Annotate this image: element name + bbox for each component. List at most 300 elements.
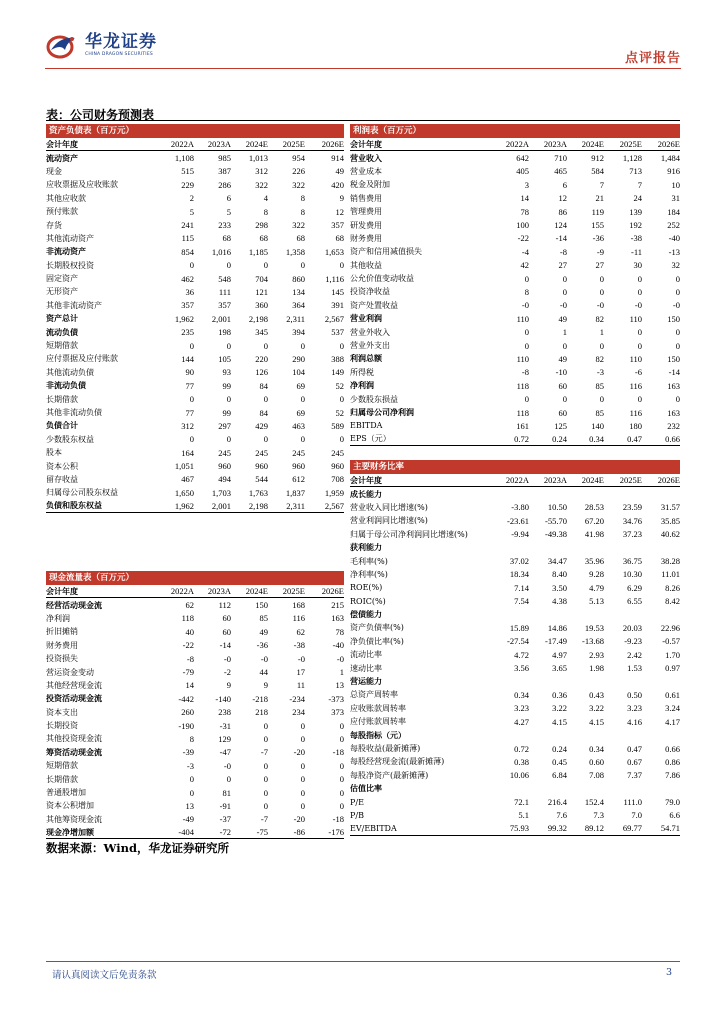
table-row [46,259,344,272]
value-cell: 357 [181,300,194,311]
table-row [350,514,680,527]
value-cell: -6 [634,367,642,378]
table-row [350,809,680,822]
value-cell: 0 [339,394,344,405]
value-cell: 78 [335,626,344,637]
row-label: 归属于母公司净利润同比增速(%) [350,529,468,539]
value-cell: 0 [675,340,680,351]
year-cell: 2022A [170,139,194,150]
value-cell: 41.98 [584,529,604,540]
value-cell: 28.53 [584,502,604,513]
value-cell: 0.38 [514,756,529,767]
value-cell: 0 [339,774,344,785]
table-row [350,715,680,728]
value-cell: 13 [335,680,344,691]
value-cell: -38 [293,640,305,651]
row-label: 留存收益 [46,474,78,484]
value-cell: 0 [637,286,642,297]
value-cell: 854 [181,246,194,257]
value-cell: -9.23 [624,636,642,647]
value-cell: 9.28 [589,569,604,580]
value-cell: 49 [558,313,567,324]
value-cell: 11 [296,680,305,691]
row-label: EPS（元） [350,434,391,444]
year-cell: 2026E [321,139,344,150]
value-cell: 297 [218,420,231,431]
table-row [350,608,680,621]
value-cell: 62 [296,626,305,637]
value-cell: 161 [516,420,529,431]
value-cell: 111 [218,286,231,297]
value-cell: 1,837 [285,487,305,498]
value-cell: 860 [292,273,305,284]
value-cell: 20.03 [622,622,642,633]
value-cell: 152.4 [584,797,604,808]
year-cell: 2024E [581,139,604,150]
year-cell: 2022A [170,586,194,597]
row-label: 应付票据及应付账款 [46,354,118,364]
income-statement-table [350,124,680,446]
value-cell: 84 [259,380,268,391]
table-row [46,473,344,486]
year-cell: 2025E [619,475,642,486]
row-label: 成长能力 [350,488,382,499]
value-cell: 7.08 [589,770,604,781]
row-label: 短期借款 [46,341,78,351]
value-cell: 5.13 [589,596,604,607]
value-cell: 68 [335,233,344,244]
value-cell: 8 [524,286,529,297]
value-cell: 7.54 [514,596,529,607]
value-cell: 126 [255,367,268,378]
value-cell: 99.32 [547,823,567,834]
value-cell: 916 [667,166,680,177]
value-cell: -10 [555,367,567,378]
row-label: 其他筹资现金流 [46,814,102,824]
table-row [46,285,344,298]
row-label: 营业外支出 [350,341,390,351]
value-cell: 364 [292,300,305,311]
value-cell: 0 [263,787,268,798]
value-cell: 388 [331,353,344,364]
table-row [46,406,344,419]
value-cell: -0 [559,300,567,311]
value-cell: -17.49 [545,636,567,647]
table-row [46,433,344,446]
table-row [46,732,344,745]
year-header-row [350,138,680,151]
value-cell: 312 [181,420,194,431]
value-cell: 312 [255,166,268,177]
value-cell: 462 [181,273,194,284]
table-row [46,746,344,759]
value-cell: 954 [292,153,305,164]
value-cell: -0 [223,653,231,664]
table-row [350,392,680,405]
value-cell: 0.24 [552,743,567,754]
value-cell: 116 [629,380,642,391]
row-label: 利润总额 [350,353,382,364]
row-label: 普通股增加 [46,788,86,798]
table-row [350,232,680,245]
row-label: 现金净增加额 [46,826,94,837]
table-row [46,339,344,352]
value-cell: 2,001 [211,500,231,511]
value-cell: 960 [331,461,344,472]
value-cell: 1,962 [174,500,194,511]
value-cell: 13 [185,800,194,811]
value-cell: 0.66 [665,743,680,754]
value-cell: 0 [339,800,344,811]
table-row [46,299,344,312]
table-heading: 利润表（百万元） [350,124,680,138]
row-label: 流动比率 [350,650,382,660]
table-row [350,151,680,164]
row-label: 负债和股东权益 [46,500,102,511]
value-cell: 100 [516,220,529,231]
row-label: 应付账款周转率 [350,717,406,727]
value-cell: 0 [675,394,680,405]
value-cell: 85 [259,613,268,624]
value-cell: 134 [292,286,305,297]
table-row [350,501,680,514]
table-row [350,635,680,648]
table-row [350,433,680,446]
value-cell: 0 [339,733,344,744]
value-cell: 0 [226,774,231,785]
row-label: 净利润 [46,613,70,623]
table-row [350,285,680,298]
value-cell: 515 [181,166,194,177]
value-cell: 960 [255,461,268,472]
table-row [350,568,680,581]
value-cell: -8 [186,653,194,664]
value-cell: 0.61 [665,689,680,700]
year-cell: 2025E [282,586,305,597]
value-cell: -0 [672,300,680,311]
value-cell: 394 [292,327,305,338]
row-label: 少数股东权益 [46,434,94,444]
value-cell: 35.85 [660,515,680,526]
value-cell: 119 [591,206,604,217]
value-cell: 3.24 [665,703,680,714]
value-cell: 0 [599,394,604,405]
disclaimer-note: 请认真阅读文后免责条款 [52,970,157,981]
row-label: 流动负债 [46,326,78,337]
table-row [46,706,344,719]
data-source: 数据来源：Wind，华龙证券研究所 [46,841,229,855]
value-cell: 4.17 [665,716,680,727]
table-row [350,299,680,312]
value-cell: 3.65 [552,663,567,674]
value-cell: 0 [263,774,268,785]
value-cell: -36 [592,233,604,244]
value-cell: 90 [185,367,194,378]
value-cell: 0 [562,340,567,351]
value-cell: 12 [558,193,567,204]
value-cell: 49 [259,626,268,637]
value-cell: 387 [218,166,231,177]
value-cell: 0 [562,273,567,284]
report-type: 点评报告 [624,51,681,66]
year-cell: 2026E [657,139,680,150]
row-label: P/B [350,810,364,820]
value-cell: -14 [555,233,567,244]
value-cell: 4.38 [552,596,567,607]
value-cell: 494 [218,474,231,485]
table-row [350,541,680,554]
row-label: 归属母公司股东权益 [46,488,118,498]
table-row [46,272,344,285]
value-cell: -3 [596,367,604,378]
row-label: 每股指标（元） [350,729,406,740]
page-number: 3 [665,967,672,978]
value-cell: -13.68 [582,636,604,647]
value-cell: 38.28 [660,556,680,567]
value-cell: 105 [218,353,231,364]
table-row [46,652,344,665]
table-row [350,312,680,325]
value-cell: 116 [629,407,642,418]
value-cell: 1 [339,667,344,678]
value-cell: 0.67 [627,756,642,767]
table-row [350,755,680,768]
value-cell: 0 [300,787,305,798]
value-cell: 357 [331,220,344,231]
row-label: 每股收益(最新摊薄) [350,744,421,753]
value-cell: 8 [189,733,194,744]
value-cell: 14 [185,680,194,691]
value-cell: 0 [263,340,268,351]
value-cell: 11.01 [661,569,680,580]
value-cell: -27.54 [507,636,529,647]
value-cell: 12 [335,206,344,217]
value-cell: 245 [292,447,305,458]
row-label: 经营活动现金流 [46,599,102,610]
value-cell: 0 [339,720,344,731]
value-cell: 82 [595,313,604,324]
value-cell: 8 [300,193,305,204]
value-cell: 72.1 [514,797,529,808]
table-row [350,822,680,835]
value-cell: 6.84 [552,770,567,781]
row-label: 应收账款周转率 [350,703,406,713]
table-row [46,598,344,611]
value-cell: 104 [292,367,305,378]
value-cell: 150 [667,353,680,364]
value-cell: 15.89 [509,622,529,633]
value-cell: 69.77 [622,823,642,834]
value-cell: 7.37 [627,770,642,781]
value-cell: 0.36 [552,689,567,700]
table-row [46,639,344,652]
row-label: 公允价值变动收益 [350,274,414,284]
row-label: 其他非流动负债 [46,408,102,417]
value-cell: -0 [260,653,268,664]
value-cell: 110 [629,313,642,324]
row-label: 其他流动资产 [46,233,94,243]
value-cell: 252 [667,220,680,231]
row-label: 资本公积增加 [46,801,94,811]
value-cell: -0 [336,653,344,664]
value-cell: 150 [255,600,268,611]
row-label: 每股经营现金流(最新摊薄) [350,757,445,767]
row-label: 净利率(%) [350,569,388,579]
table-row [350,795,680,808]
value-cell: 37.23 [622,529,642,540]
value-cell: 14.86 [547,622,567,633]
value-cell: 0.97 [665,663,680,674]
value-cell: 0.34 [589,743,604,754]
value-cell: 42 [520,260,529,271]
value-cell: 34.76 [622,515,642,526]
row-label: 投资净收益 [350,287,390,297]
row-label: EBITDA [350,421,383,431]
value-cell: 0 [637,327,642,338]
value-cell: 2,198 [248,500,268,511]
value-cell: 1.70 [665,649,680,660]
year-label: 会计年度 [350,138,382,149]
value-cell: 708 [331,474,344,485]
value-cell: 60 [222,613,231,624]
value-cell: 4.16 [627,716,642,727]
value-cell: 180 [629,420,642,431]
value-cell: 0.34 [514,689,529,700]
row-label: 现金 [46,166,62,176]
value-cell: 1,185 [248,246,268,257]
row-label: ROIC(%) [350,596,386,606]
value-cell: 0.34 [589,433,604,444]
value-cell: 0 [189,260,194,271]
value-cell: 0 [675,286,680,297]
row-label: 流动资产 [46,152,78,163]
financial-ratios-table [350,460,680,836]
balance-sheet-table [46,124,344,513]
value-cell: 14 [520,193,529,204]
value-cell: 1,703 [211,487,231,498]
value-cell: 1,484 [660,153,680,164]
value-cell: 1,358 [285,246,305,257]
value-cell: 21 [595,193,604,204]
table-row [46,799,344,812]
row-label: 其他经营现金流 [46,680,102,690]
value-cell: 89.12 [584,823,604,834]
value-cell: 1,116 [325,273,344,284]
year-cell: 2024E [245,139,268,150]
year-header-row [350,474,680,487]
value-cell: 0 [189,340,194,351]
value-cell: 537 [331,327,344,338]
value-cell: 2,001 [211,313,231,324]
value-cell: 0 [189,434,194,445]
value-cell: 4 [263,193,268,204]
value-cell: 93 [222,367,231,378]
value-cell: 144 [181,353,194,364]
row-label: 偿债能力 [350,609,382,620]
value-cell: -176 [328,827,344,838]
value-cell: 1,108 [174,153,194,164]
row-label: 存货 [46,220,62,230]
table-row [46,392,344,405]
value-cell: 0 [524,273,529,284]
value-cell: 0 [226,260,231,271]
value-cell: -49.38 [545,529,567,540]
value-cell: 8.26 [665,582,680,593]
table-row [350,648,680,661]
table-row [350,419,680,432]
value-cell: 115 [181,233,194,244]
value-cell: -22 [517,233,529,244]
value-cell: 420 [331,179,344,190]
value-cell: 0 [675,273,680,284]
value-cell: 1,962 [174,313,194,324]
value-cell: 40.62 [660,529,680,540]
value-cell: 1.98 [589,663,604,674]
value-cell: 7.86 [665,770,680,781]
table-row [350,245,680,258]
value-cell: 0 [339,434,344,445]
table-row [350,272,680,285]
value-cell: 37.02 [509,556,529,567]
value-cell: -8 [521,367,529,378]
row-label: 营业利润同比增速(%) [350,516,428,526]
value-cell: -75 [256,827,268,838]
value-cell: -38 [630,233,642,244]
row-label: 税金及附加 [350,180,390,190]
value-cell: 429 [255,420,268,431]
cash-flow-table [46,571,344,839]
value-cell: 4.97 [552,649,567,660]
row-label: 资本支出 [46,707,78,717]
value-cell: 589 [331,420,344,431]
table-row [46,500,344,513]
value-cell: -404 [178,827,194,838]
table-row [46,205,344,218]
value-cell: 69 [296,407,305,418]
value-cell: 0.45 [552,756,567,767]
table-row [46,665,344,678]
title-rule [46,120,680,121]
value-cell: 234 [292,707,305,718]
value-cell: 82 [595,353,604,364]
value-cell: 4.15 [552,716,567,727]
table-row [350,528,680,541]
table-row [46,772,344,785]
year-label: 会计年度 [46,585,78,596]
value-cell: 1,013 [248,153,268,164]
value-cell: 3.23 [514,703,529,714]
table-row [46,692,344,705]
row-label: 非流动资产 [46,246,86,257]
value-cell: 290 [292,353,305,364]
value-cell: 2.93 [589,649,604,660]
table-row [350,581,680,594]
value-cell: 77 [185,380,194,391]
value-cell: 5 [226,206,231,217]
row-label: 其他流动负债 [46,367,94,377]
row-label: 资本公积 [46,461,78,471]
value-cell: 36 [185,286,194,297]
value-cell: 0 [263,760,268,771]
value-cell: -3 [186,760,194,771]
value-cell: 4.27 [514,716,529,727]
value-cell: 0 [599,340,604,351]
row-label: 营运资金变动 [46,667,94,677]
table-row [350,379,680,392]
company-name-en: CHINA DRAGON SECURITIES [85,52,153,57]
table-row [350,178,680,191]
value-cell: 54.71 [660,823,680,834]
